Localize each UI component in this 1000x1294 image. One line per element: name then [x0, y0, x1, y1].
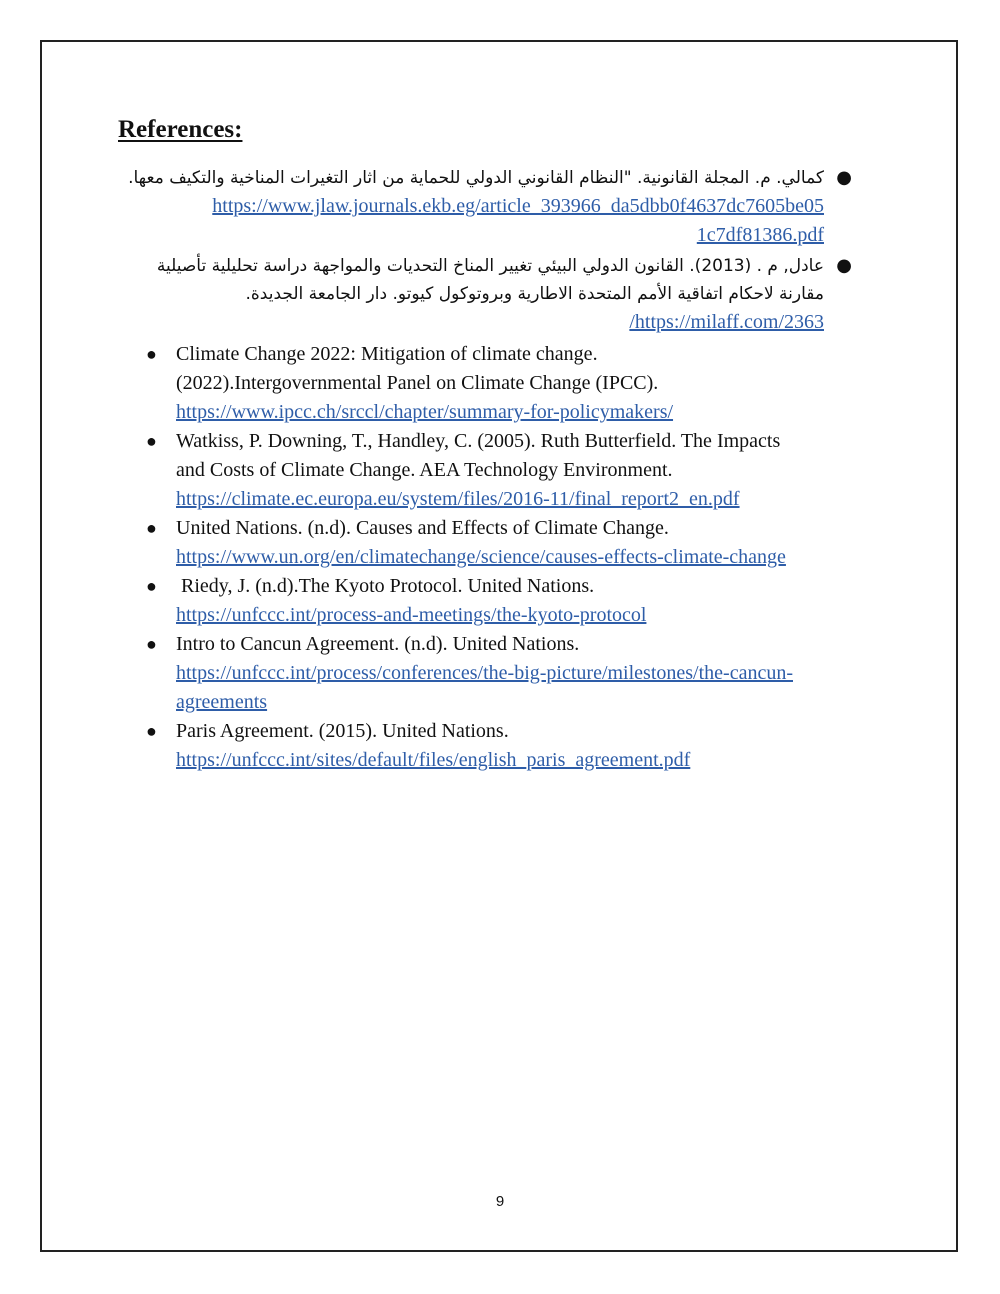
english-reference-item — [146, 427, 886, 514]
bullet-icon: ● — [836, 255, 852, 276]
bullet-icon: ● — [146, 431, 157, 451]
reference-link[interactable]: https://www.ipcc.ch/srccl/chapter/summary-for-policymakers/ — [176, 401, 674, 423]
references-heading: References: — [118, 116, 243, 143]
english-reference-item — [146, 717, 886, 775]
arabic-reference-link[interactable]: /https://milaff.com/2363 — [629, 311, 824, 333]
english-reference-item — [146, 340, 886, 427]
reference-link[interactable]: https://climate.ec.europa.eu/system/files/2016-11/final_report2_en.pdf — [176, 488, 740, 510]
reference-text-line: United Nations. (n.d). Causes and Effects of Climate Change. — [176, 517, 669, 539]
reference-link[interactable]: https://unfccc.int/process-and-meetings/the-kyoto-protocol — [176, 604, 647, 626]
reference-text-line: Intro to Cancun Agreement. (n.d). United Nations. — [176, 633, 580, 655]
reference-link[interactable]: https://www.un.org/en/climatechange/science/causes-effects-climate-change — [176, 546, 786, 568]
english-references-list — [146, 340, 886, 775]
bullet-icon: ● — [836, 167, 852, 188]
reference-text-line: and Costs of Climate Change. AEA Technology Environment. — [176, 459, 673, 481]
reference-text-line: Paris Agreement. (2015). United Nations. — [176, 720, 509, 742]
reference-text-line: (2022).Intergovernmental Panel on Climate Change (IPCC). — [176, 372, 659, 394]
bullet-icon: ● — [146, 634, 157, 654]
reference-text-line: Watkiss, P. Downing, T., Handley, C. (2005). Ruth Butterfield. The Impacts — [176, 430, 781, 452]
english-reference-item — [146, 630, 886, 717]
reference-link[interactable] — [176, 659, 886, 717]
link-line: agreements — [176, 691, 268, 713]
arabic-references-list — [110, 164, 852, 339]
english-reference-item — [146, 514, 886, 572]
link-line: https://unfccc.int/process/conferences/the-big-picture/milestones/the-cancun- — [176, 662, 793, 684]
arabic-reference-link[interactable] — [110, 192, 824, 250]
page-number: 9 — [495, 1193, 505, 1210]
english-reference-item — [146, 572, 886, 630]
arabic-reference-item — [110, 164, 852, 250]
bullet-icon: ● — [146, 576, 157, 596]
reference-text-line: Climate Change 2022: Mitigation of climate change. — [176, 343, 598, 365]
arabic-reference-text: كمالي. م. المجلة القانونية. "النظام القانوني الدولي للحماية من اثار التغيرات المناخية والتكيف معها. — [128, 168, 824, 188]
bullet-icon: ● — [146, 518, 157, 538]
reference-text-line: Riedy, J. (n.d).The Kyoto Protocol. United Nations. — [176, 575, 595, 597]
reference-link[interactable]: https://unfccc.int/sites/default/files/english_paris_agreement.pdf — [176, 749, 691, 771]
link-line: 1c7df81386.pdf — [696, 224, 824, 246]
bullet-icon: ● — [146, 721, 157, 741]
arabic-reference-text: عادل, م . (2013). القانون الدولي البيئي تغيير المناخ التحديات والمواجهة دراسة تحليلية تأصيلية مقارنة لاحكام اتفاقية الأمم المتحدة الاطارية وبروتوكول كيوتو. دار الجامعة الجديدة. — [156, 256, 824, 304]
bullet-icon: ● — [146, 344, 157, 364]
link-line: https://www.jlaw.journals.ekb.eg/article_393966_da5dbb0f4637dc7605be05 — [212, 195, 824, 217]
arabic-reference-item — [110, 252, 852, 337]
